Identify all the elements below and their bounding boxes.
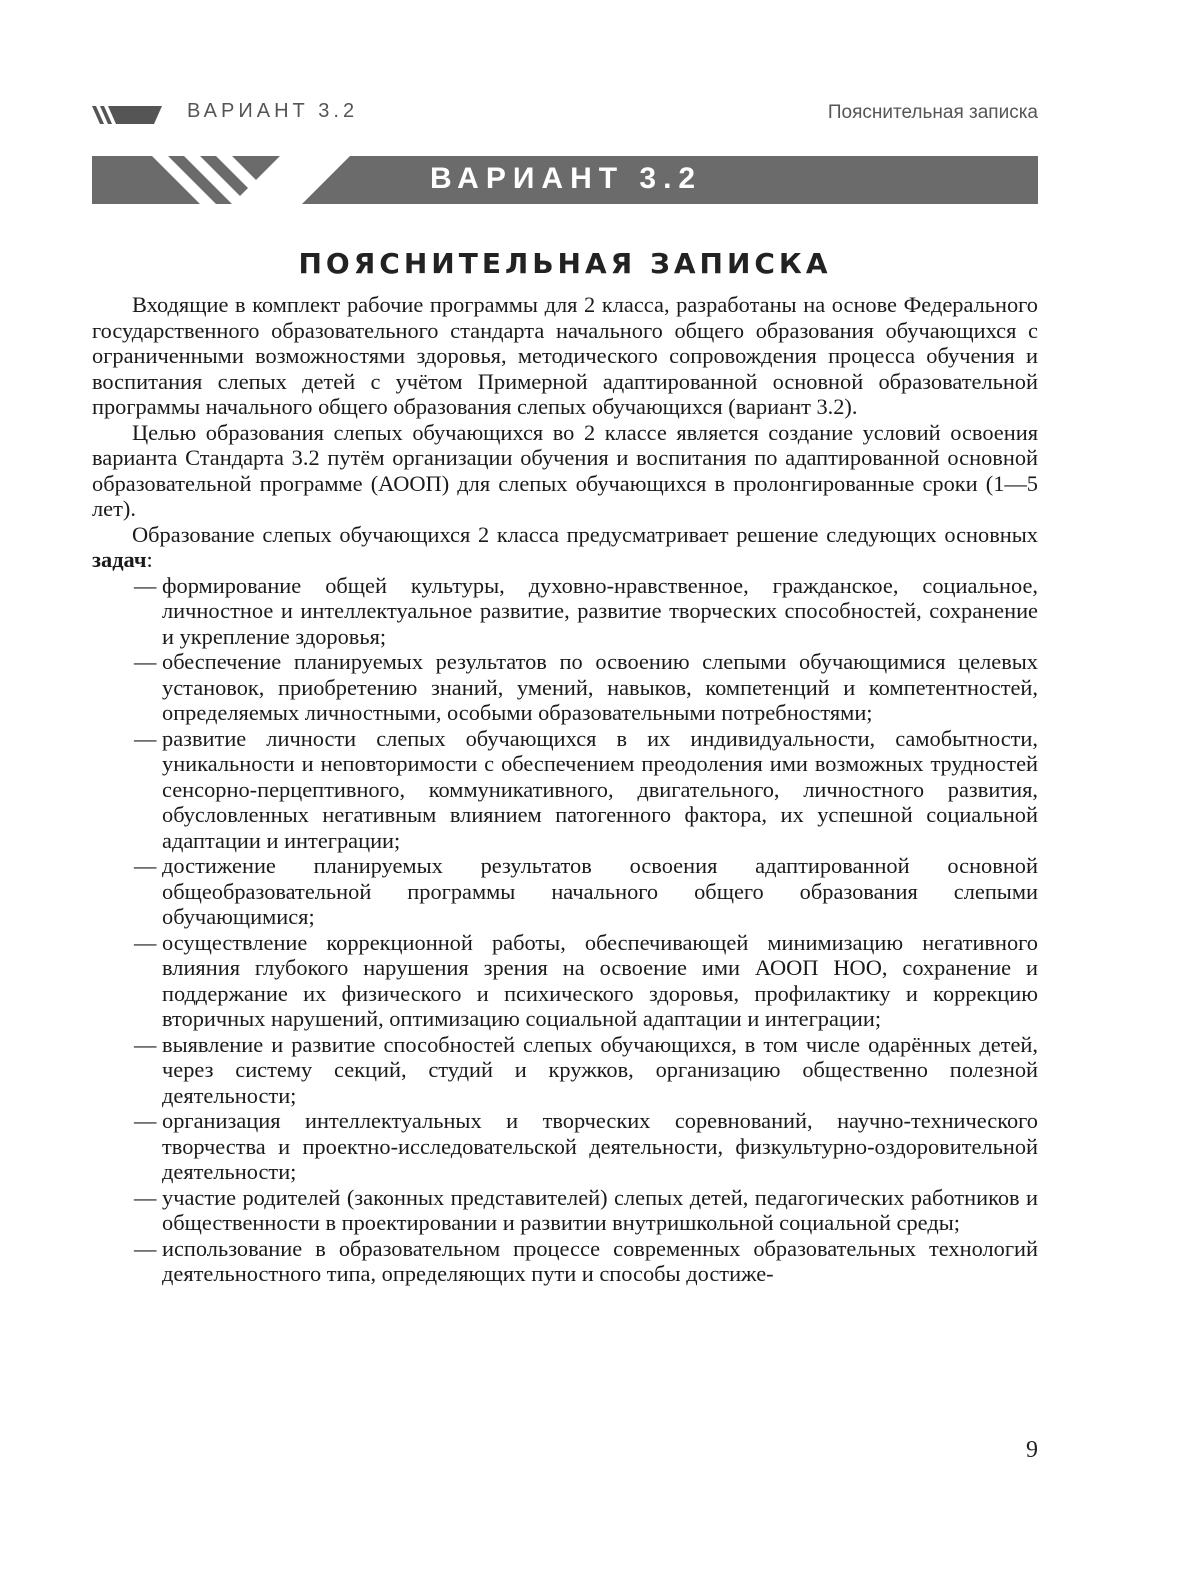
list-dash: — (134, 929, 157, 955)
list-dash: — (134, 1108, 157, 1133)
tasks-keyword: задач (92, 547, 147, 572)
list-item (92, 930, 1038, 1032)
tasks-intro-colon: : (146, 547, 153, 572)
list-item-text: участие родителей (законных представителей) слепых детей, педагогических работников и общественности в проектировании и развитии внутришкольной социальной среды; (162, 1184, 1038, 1235)
running-header (92, 100, 1038, 130)
list-item-text: достижение планируемых результатов освоения адаптированной основной общеобразовательной программы начального общего образования слепыми обучающимися; (162, 853, 1038, 929)
list-item-text: формирование общей культуры, духовно-нравственное, гражданское, социальное, личностное и интеллектуальное развитие, развитие творческих способностей, сохранение и укрепление здоровья; (162, 572, 1038, 649)
list-item-text: использование в образовательном процессе современных образовательных технологий деятельностного типа, определяющих пути и способы достиже- (162, 1235, 1038, 1286)
header-variant: ВАРИАНТ 3.2 (187, 100, 359, 122)
list-item (92, 1185, 1038, 1236)
list-dash: — (134, 1235, 157, 1261)
page-number: 9 (1026, 1437, 1038, 1463)
list-dash: — (134, 853, 157, 878)
list-item (92, 1236, 1038, 1287)
banner-title: ВАРИАНТ 3.2 (430, 162, 703, 195)
paragraph-intro: Входящие в комплект рабочие программы для 2 класса, разработаны на основе Федерального государственного образовательного стандарта начального общего образования обучающихся с ограниченными возможностями здоровья, методического сопровождения процесса обучения и воспитания слепых детей с учётом Примерной адаптированной основной образовательной программы начального общего образования слепых обучающихся (вариант 3.2). (92, 292, 1038, 419)
list-item (92, 853, 1038, 930)
paragraph-tasks-intro (92, 522, 1038, 573)
list-dash: — (134, 1031, 157, 1057)
tasks-intro-text: Образование слепых обучающихся 2 класса предусматривает решение следующих основных (132, 521, 1038, 547)
list-item-text: обеспечение планируемых результатов по освоению слепыми обучающимися целевых установок, приобретению знаний, умений, навыков, компетенций и компетентностей, определяемых личностными, особыми образовательными потребностями; (162, 649, 1038, 725)
list-item-text: выявление и развитие способностей слепых обучающихся, в том числе одарённых детей, через систему секций, студий и кружков, организацию общественно полезной деятельности; (162, 1031, 1038, 1108)
list-item (92, 573, 1038, 650)
list-dash: — (134, 725, 157, 751)
header-section-title: Пояснительная записка (827, 102, 1038, 123)
list-item-text: развитие личности слепых обучающихся в их индивидуальности, самобытности, уникальности и неповторимости с обеспечением преодоления ими возможных трудностей сенсорно-перцептивного, коммуникативного, двигательного, личностного развития, обусловленных негативным влиянием патогенного фактора, их успешной социальной адаптации и интеграции; (162, 725, 1038, 853)
list-item-text: осуществление коррекционной работы, обеспечивающей минимизацию негативного влияния глубокого нарушения зрения на освоение ими АООП НОО, сохранение и поддержание их физического и психического здоровья, профилактику и коррекцию вторичных нарушений, оптимизацию социальной адаптации и интеграции; (162, 929, 1038, 1031)
list-dash: — (134, 572, 157, 598)
list-item (92, 1108, 1038, 1185)
list-dash: — (134, 649, 157, 674)
list-dash: — (134, 1184, 157, 1210)
list-item-text: организация интеллектуальных и творческих соревнований, научно-технического творчества и проектно-исследовательской деятельности, физкультурно-оздоровительной деятельности; (162, 1108, 1038, 1184)
body-text (92, 292, 1038, 1287)
list-item (92, 649, 1038, 726)
variant-banner (92, 156, 1038, 204)
page-heading: ПОЯСНИТЕЛЬНАЯ ЗАПИСКА (298, 247, 832, 280)
header-stripes-icon (92, 106, 162, 124)
task-list (92, 573, 1038, 1287)
list-item (92, 726, 1038, 854)
paragraph-goal: Целью образования слепых обучающихся во 2 классе является создание условий освоения варианта Стандарта 3.2 путём организации обучения и воспитания по адаптированной основной образовательной программе (АООП) для слепых обучающихся в пролонгированные сроки (1—5 лет). (92, 419, 1038, 521)
list-item (92, 1032, 1038, 1109)
